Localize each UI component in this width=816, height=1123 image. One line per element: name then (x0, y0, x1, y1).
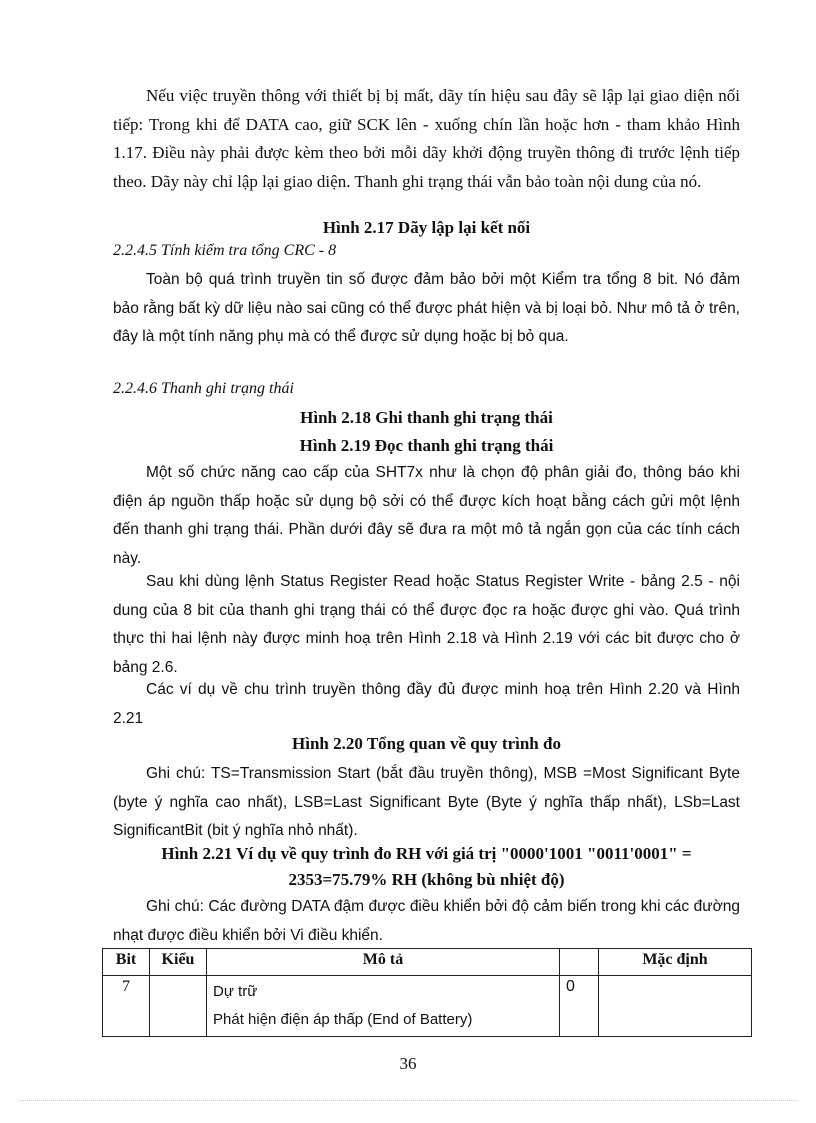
table-cell-description (207, 976, 560, 1037)
table-cell-value: 0 (560, 976, 599, 1037)
figure-caption-2-21-line2: 2353=75.79% RH (không bù nhiệt độ) (288, 870, 565, 889)
status-register-table (102, 948, 752, 1037)
figure-caption-2-17: Hình 2.17 Dãy lập lại kết nối (322, 218, 531, 237)
table-header-cell: Kiểu (150, 949, 207, 976)
table-header-cell: Mô tả (207, 949, 560, 976)
figure-caption-2-18: Hình 2.18 Ghi thanh ghi trạng thái (300, 408, 553, 427)
figure-caption-2-21-line1: Hình 2.21 Ví dụ về quy trình đo RH với giá trị "0000'1001 "0011'0001" = (161, 844, 692, 863)
description-line: Dự trữ (213, 983, 258, 1000)
paragraph-examples: Các ví dụ về chu trình truyền thông đầy đủ được minh hoạ trên Hình 2.20 và Hình 2.21 (113, 681, 740, 727)
section-heading-2-2-4-6: 2.2.4.6 Thanh ghi trạng thái (113, 380, 294, 397)
paragraph-interface-reset: Nếu việc truyền thông với thiết bị bị mất, dãy tín hiệu sau đây sẽ lập lại giao diện nối tiếp: Trong khi để DATA cao, giữ SCK lên - xuống chín lần hoặc hơn - tham khảo Hình 1.17. Điều này phải được kèm theo bởi mỗi dãy khởi động truyền thông đi trước lệnh tiếp theo. Dãy này chỉ lập lại giao diện. Thanh ghi trạng thái vẫn bảo toàn nội dung của nó. (113, 86, 740, 191)
paragraph-crc-checksum: Toàn bộ quá trình truyền tin số được đảm bảo bởi một Kiểm tra tổng 8 bit. Nó đảm bảo rằng bất kỳ dữ liệu nào sai cũng có thể được phát hiện và bị loại bỏ. Như mô tả ở trên, đây là một tính năng phụ mà có thể được sử dụng hoặc bị bỏ qua. (113, 271, 740, 346)
page-number: 36 (399, 1054, 417, 1073)
figure-caption-2-19: Hình 2.19 Đọc thanh ghi trạng thái (299, 436, 554, 455)
figure-caption-2-20: Hình 2.20 Tổng quan về quy trình đo (292, 734, 561, 753)
table-header-cell: Mặc định (599, 949, 752, 976)
table-cell-default (599, 976, 752, 1037)
table-row (103, 976, 752, 1037)
description-line: Phát hiện điện áp thấp (End of Battery) (213, 1011, 473, 1028)
paragraph-advanced-functions: Một số chức năng cao cấp của SHT7x như là chọn độ phân giải đo, thông báo khi điện áp nguồn thấp hoặc sử dụng bộ sởi có thể được kích hoạt bằng cách gửi một lệnh đến thanh ghi trạng thái. Phần dưới đây sẽ đưa ra một mô tả ngắn gọn của các tính cách này. (113, 464, 740, 567)
table-cell-type (150, 976, 207, 1037)
table-cell-bit: 7 (103, 976, 150, 1037)
table-header-cell: Bit (103, 949, 150, 976)
paragraph-status-register: Sau khi dùng lệnh Status Register Read hoặc Status Register Write - bảng 2.5 - nội dung của 8 bit của thanh ghi trạng thái có thể được đọc ra hoặc được ghi vào. Quá trình thực thi hai lệnh này được minh hoạ trên Hình 2.18 và Hình 2.19 với các bit được cho ở bảng 2.6. (113, 573, 740, 676)
section-heading-2-2-4-5: 2.2.4.5 Tính kiểm tra tổng CRC - 8 (113, 242, 337, 259)
paragraph-note-data-lines: Ghi chú: Các đường DATA đậm được điều khiển bởi độ cảm biến trong khi các đường nhạt được điều khiển bởi Vi điều khiển. (113, 898, 740, 944)
paragraph-note-abbreviations: Ghi chú: TS=Transmission Start (bắt đầu truyền thông), MSB =Most Significant Byte (byte ý nghĩa cao nhất), LSB=Last Significant Byte (Byte ý nghĩa thấp nhất), LSb=Last SignificantBit (bit ý nghĩa nhỏ nhất). (113, 765, 740, 840)
table-header-cell (560, 949, 599, 976)
footer-divider (20, 1100, 796, 1101)
table-header-row (103, 949, 752, 976)
